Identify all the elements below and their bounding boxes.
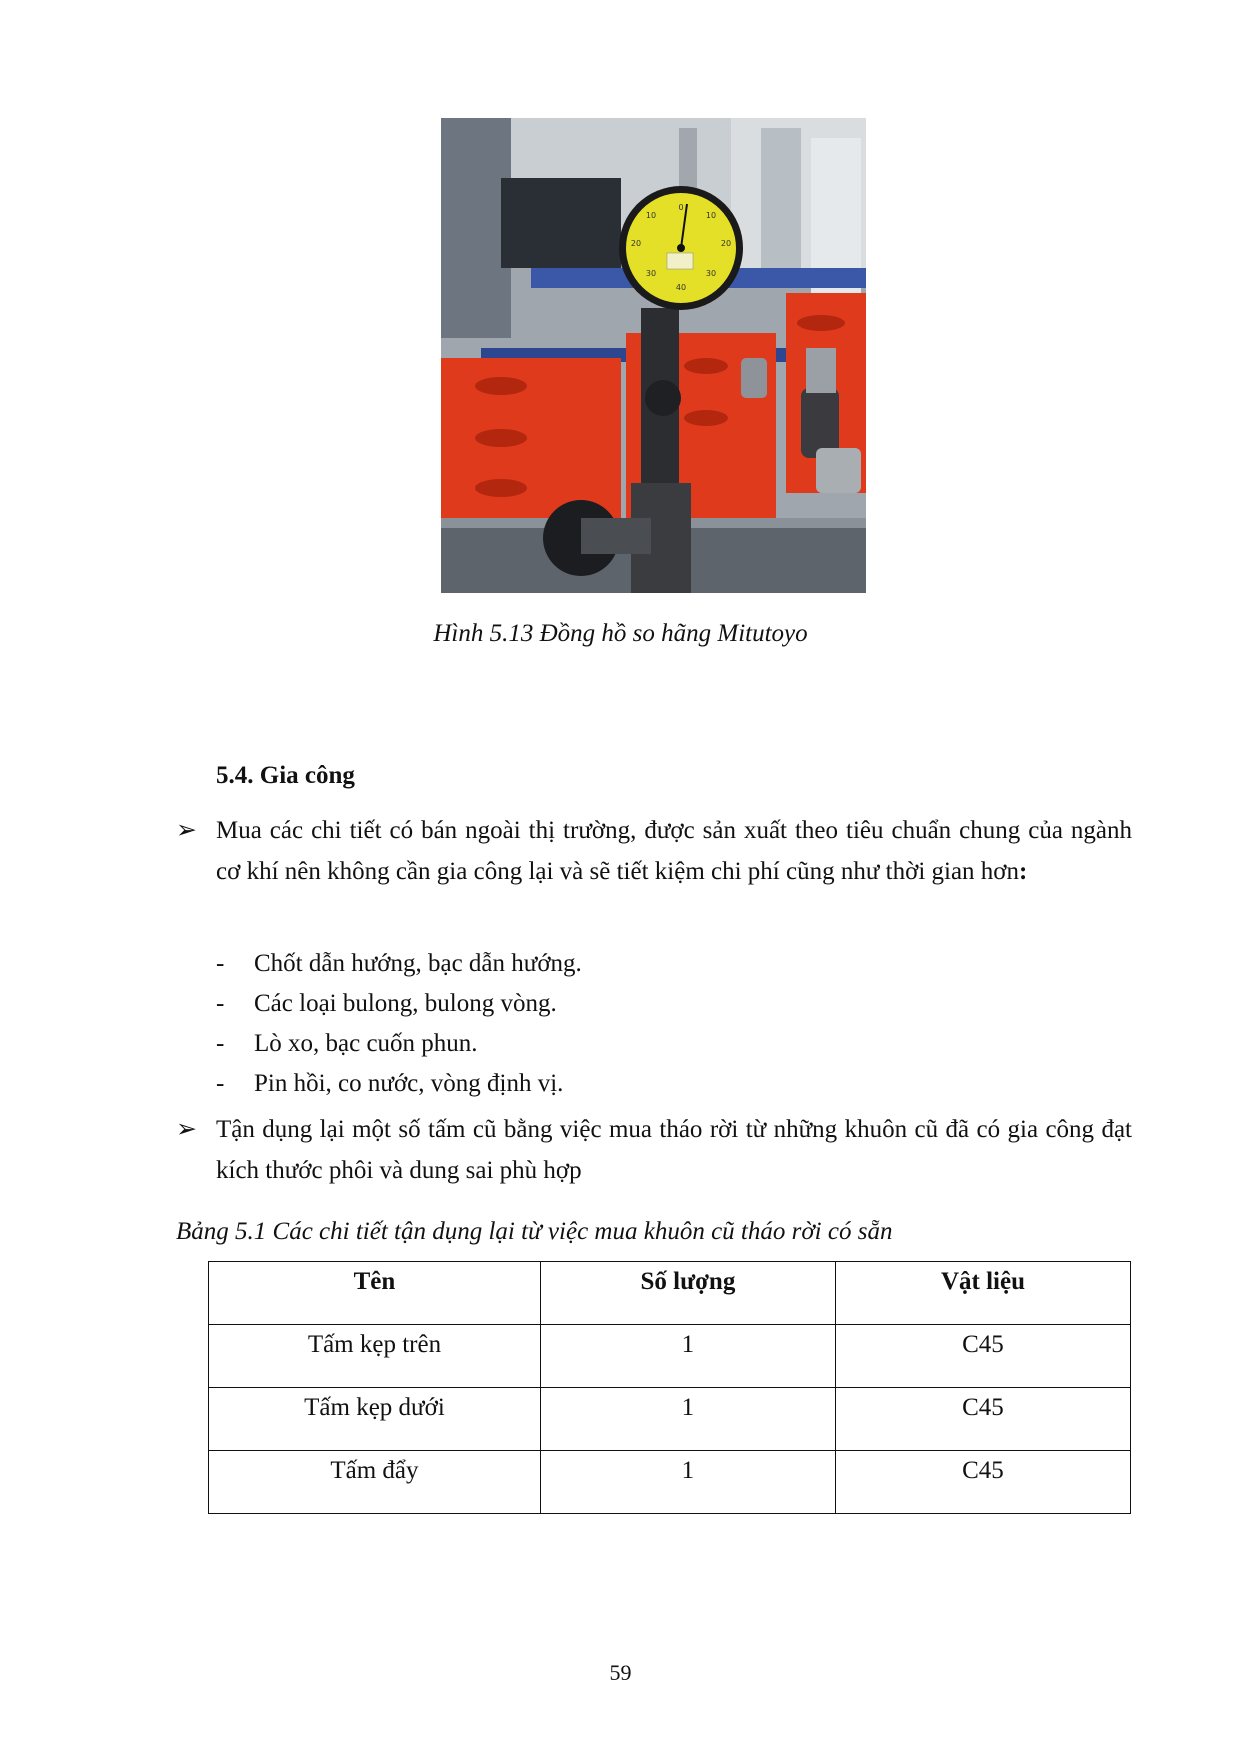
list-item: - Các loại bulong, bulong vòng. [216,990,557,1017]
bullet-text-colon: : [1019,858,1028,885]
list-item: - Chốt dẫn hướng, bạc dẫn hướng. [216,950,582,977]
list-item-text: Pin hồi, co nước, vòng định vị. [254,1070,564,1097]
table-cell: 1 [540,1451,835,1514]
svg-text:10: 10 [645,211,657,220]
column-header: Số lượng [540,1262,835,1325]
svg-text:30: 30 [705,269,717,278]
list-item: - Lò xo, bạc cuốn phun. [216,1030,478,1057]
table-cell: 1 [540,1325,835,1388]
svg-text:10: 10 [705,211,717,220]
table-caption: Bảng 5.1 Các chi tiết tận dụng lại từ việc mua khuôn cũ tháo rời có sẵn [176,1218,893,1245]
arrow-bullet-icon: ➢ [176,1116,197,1143]
column-header: Tên [209,1262,541,1325]
list-item-text: Các loại bulong, bulong vòng. [254,990,557,1017]
table-cell: Tấm kẹp dưới [209,1388,541,1451]
bullet-text: Tận dụng lại một số tấm cũ bằng việc mua tháo rời từ những khuôn cũ đã có gia công đạt kích thước phôi và dung sai phù hợp [216,1116,1132,1184]
table-row [209,1325,1131,1388]
parts-table [208,1261,1131,1514]
figure-caption: Hình 5.13 Đồng hồ so hãng Mitutoyo [433,620,808,647]
bullet-item [176,1109,1132,1191]
dial-indicator-photo [441,118,866,593]
bullet-item [176,810,1132,892]
table-header-row [209,1262,1131,1325]
table-cell: C45 [835,1451,1130,1514]
table-cell: 1 [540,1388,835,1451]
table-row [209,1388,1131,1451]
list-item: - Pin hồi, co nước, vòng định vị. [216,1070,564,1097]
list-item-text: Chốt dẫn hướng, bạc dẫn hướng. [254,950,582,977]
column-header: Vật liệu [835,1262,1130,1325]
svg-text:20: 20 [630,239,642,248]
bullet-text-body: Mua các chi tiết có bán ngoài thị trường, được sản xuất theo tiêu chuẩn chung của ngành cơ khí nên không cần gia công lại và sẽ tiết kiệm chi phí cũng như thời gian hơn [216,817,1132,885]
svg-text:0: 0 [678,203,684,212]
table-cell: Tấm kẹp trên [209,1325,541,1388]
section-heading: 5.4. Gia công [216,762,355,789]
svg-text:40: 40 [675,283,687,292]
table-cell: C45 [835,1388,1130,1451]
table-cell: Tấm đẩy [209,1451,541,1514]
bullet-text [216,810,1132,892]
svg-text:30: 30 [645,269,657,278]
page-number: 59 [609,1660,632,1685]
arrow-bullet-icon: ➢ [176,817,197,844]
list-item-text: Lò xo, bạc cuốn phun. [254,1030,478,1057]
table-cell: C45 [835,1325,1130,1388]
svg-text:20: 20 [720,239,732,248]
table-row [209,1451,1131,1514]
